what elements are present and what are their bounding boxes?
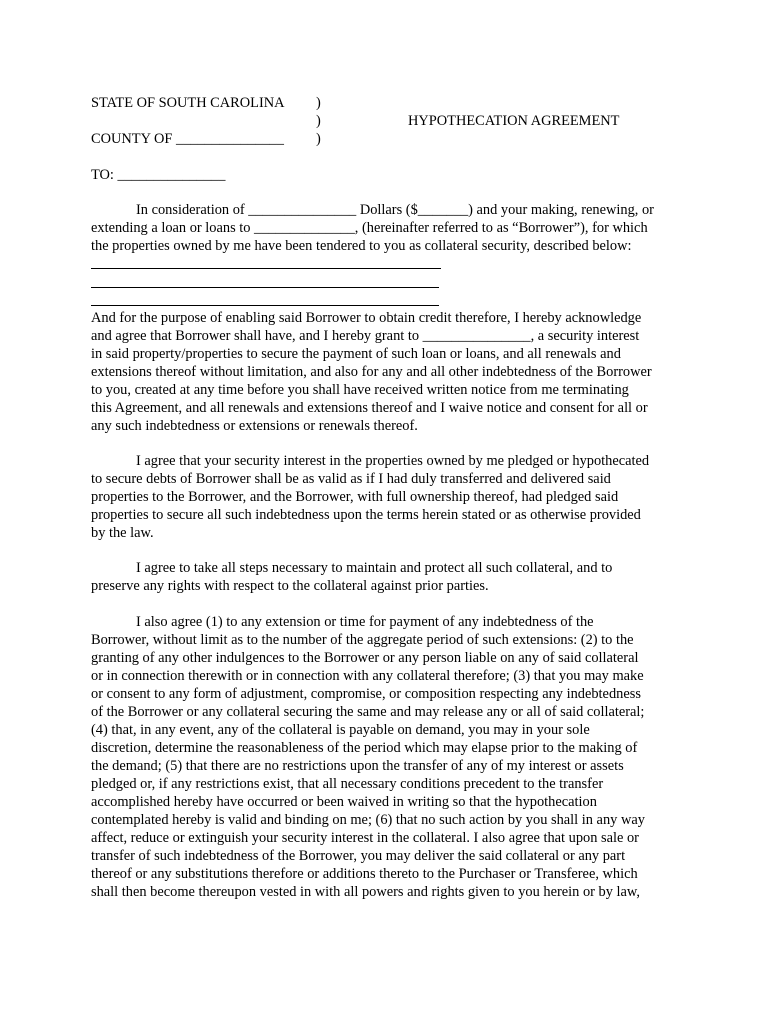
paragraph-line: thereof or any substitutions therefore or additions thereto to the Purchaser or Transferee, which [91,866,638,882]
caption-paren: ) [316,113,321,129]
paragraph-line: to you, created at any time before you shall have received written notice from me terminating [91,382,629,398]
paragraph-line: And for the purpose of enabling said Borrower to obtain credit therefore, I hereby acknowledge [91,310,642,326]
paragraph-line: the properties owned by me have been tendered to you as collateral security, described below: [91,238,632,254]
paragraph-line: shall then become thereupon vested in with all powers and rights given to you herein or by law, [91,884,640,900]
paragraph-line: to secure debts of Borrower shall be as valid as if I had duly transferred and delivered said [91,471,611,487]
paragraph-line: transfer of such indebtedness of the Borrower, you may deliver the said collateral or any part [91,848,626,864]
caption-paren: ) [316,131,321,147]
paragraph-line: contemplated hereby is valid and binding on me; (6) that no such action by you shall in any way [91,812,645,828]
paragraph-line: discretion, determine the reasonableness of the period which may elapse prior to the making of [91,740,638,756]
paragraph-line: extensions thereof without limitation, and also for any and all other indebtedness of the Borrower [91,364,652,380]
paragraph-line: affect, reduce or extinguish your security interest in the collateral. I also agree that upon sale or [91,830,639,846]
paragraph-line: this Agreement, and all renewals and extensions thereof and I waive notice and consent for all or [91,400,648,416]
collateral-description-line [91,268,441,269]
paragraph-line: and agree that Borrower shall have, and I hereby grant to _______________, a security interest [91,328,640,344]
paragraph-line: by the law. [91,525,154,541]
paragraph-line: extending a loan or loans to ______________, (hereinafter referred to as “Borrower”), for which [91,220,648,236]
paragraph-line: the demand; (5) that there are no restrictions upon the transfer of any of my interest or assets [91,758,624,774]
paragraph-line: accomplished hereby have occurred or been waived in writing so that the hypothecation [91,794,597,810]
paragraph-line: any such indebtedness or extensions or renewals thereof. [91,418,418,434]
document-title: HYPOTHECATION AGREEMENT [408,113,620,129]
county-caption: COUNTY OF _______________ [91,131,284,147]
paragraph-line: or in connection therewith or in connection with any collateral therefore; (3) that you may make [91,668,644,684]
paragraph-line: In consideration of _______________ Dollars ($_______) and your making, renewing, or [136,202,654,218]
paragraph-line: Borrower, without limit as to the number of the aggregate period of such extensions: (2) to the [91,632,634,648]
paragraph-line: granting of any other indulgences to the Borrower or any person liable on any of said collateral [91,650,639,666]
paragraph-line: I agree that your security interest in the properties owned by me pledged or hypothecated [136,453,650,469]
collateral-description-line [91,287,439,288]
paragraph-line: I also agree (1) to any extension or time for payment of any indebtedness of the [136,614,594,630]
paragraph-line: properties to the Borrower, and the Borrower, with full ownership thereof, had pledged said [91,489,619,505]
paragraph-line: pledged or, if any restrictions exist, that all necessary conditions precedent to the transfer [91,776,604,792]
collateral-description-line [91,305,439,306]
paragraph-line: or consent to any form of adjustment, compromise, or composition respecting any indebtedness [91,686,641,702]
paragraph-line: preserve any rights with respect to the collateral against prior parties. [91,578,489,594]
paragraph-line: I agree to take all steps necessary to maintain and protect all such collateral, and to [136,560,613,576]
state-caption: STATE OF SOUTH CAROLINA [91,95,285,111]
paragraph-line: (4) that, in any event, any of the collateral is payable on demand, you may in your sole [91,722,590,738]
paragraph-line: properties to secure all such indebtedness upon the terms herein stated or as otherwise provided [91,507,641,523]
paragraph-line: in said property/properties to secure the payment of such loan or loans, and all renewals and [91,346,621,362]
paragraph-line: of the Borrower or any collateral securing the same and may release any or all of said collateral; [91,704,645,720]
caption-paren: ) [316,95,321,111]
to-line: TO: _______________ [91,167,226,183]
